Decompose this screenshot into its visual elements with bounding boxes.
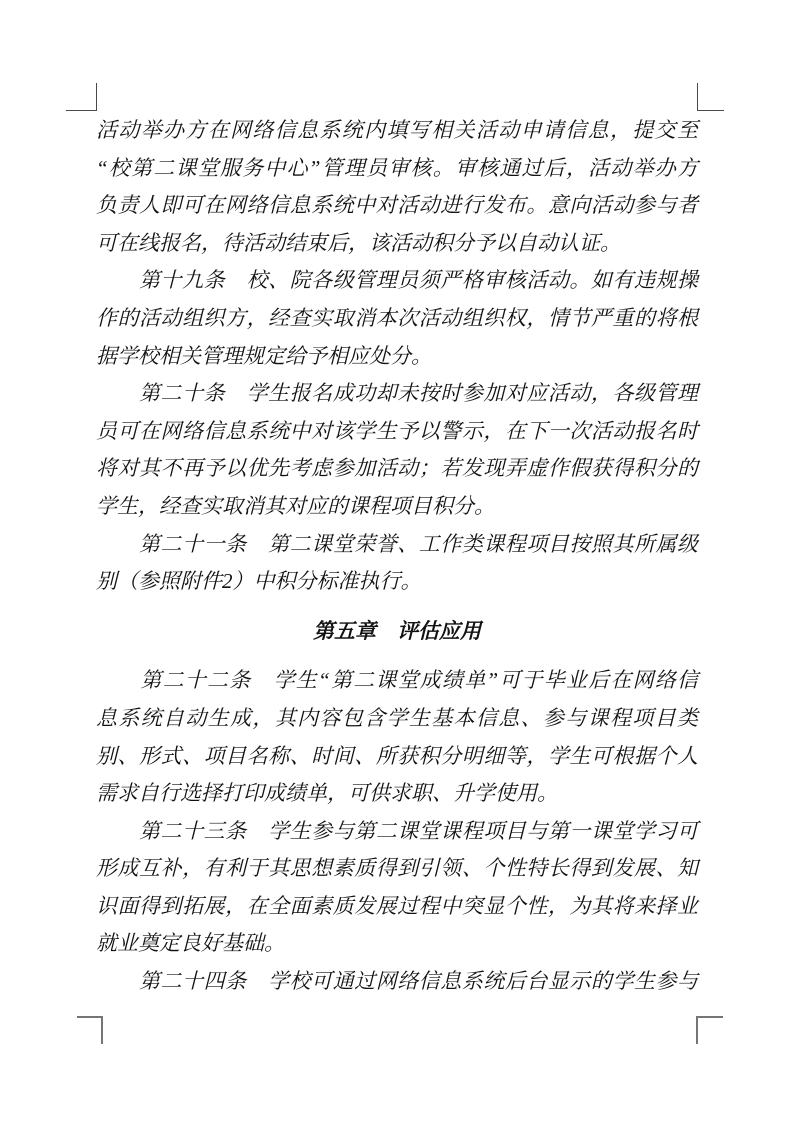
text-line: 学生，经查实取消其对应的课程项目积分。 bbox=[96, 493, 495, 518]
text-line: 员可在网络信息系统中对该学生予以警示，在下一次活动报名时 bbox=[96, 418, 698, 443]
text-line: 就业奠定良好基础。 bbox=[96, 931, 285, 956]
text-line: 负责人即可在网络信息系统中对活动进行发布。意向活动参与者 bbox=[96, 193, 698, 218]
text-line: 第二十二条 学生“第二课堂成绩单”可于毕业后在网络信 bbox=[96, 668, 698, 693]
text-line: 别（参照附件2）中积分标准执行。 bbox=[96, 569, 422, 594]
text-line: 第二十三条 学生参与第二课堂课程项目与第一课堂学习可 bbox=[96, 818, 698, 843]
text-line: 识面得到拓展，在全面素质发展过程中突显个性，为其将来择业 bbox=[96, 893, 698, 918]
text-line: 息系统自动生成，其内容包含学生基本信息、参与课程项目类 bbox=[96, 705, 698, 730]
text-line: 第二十条 学生报名成功却未按时参加对应活动，各级管理 bbox=[96, 381, 698, 406]
text-line: 活动举办方在网络信息系统内填写相关活动申请信息，提交至 bbox=[96, 118, 698, 142]
crop-mark-top-left bbox=[66, 83, 97, 111]
chapter-heading: 第五章 评估应用 bbox=[313, 618, 481, 643]
text-line: 需求自行选择打印成绩单，可供求职、升学使用。 bbox=[96, 781, 558, 806]
crop-mark-bottom-left bbox=[77, 1016, 103, 1044]
text-line: 据学校相关管理规定给予相应处分。 bbox=[96, 343, 432, 368]
text-line: 形成互补，有利于其思想素质得到引领、个性特长得到发展、知 bbox=[96, 856, 698, 881]
text-line: 可在线报名，待活动结束后，该活动积分予以自动认证。 bbox=[96, 230, 621, 255]
text-line: 第二十一条 第二课堂荣誉、工作类课程项目按照其所属级 bbox=[96, 531, 698, 556]
text-line: 别、形式、项目名称、时间、所获积分明细等，学生可根据个人 bbox=[96, 743, 698, 768]
text-line: 第二十四条 学校可通过网络信息系统后台显示的学生参与 bbox=[96, 969, 698, 994]
text-line: 作的活动组织方，经查实取消本次活动组织权，情节严重的将根 bbox=[96, 305, 698, 330]
crop-mark-bottom-right bbox=[696, 1016, 723, 1044]
document-body bbox=[96, 112, 698, 1001]
text-line: 将对其不再予以优先考虑参加活动；若发现弄虚作假获得积分的 bbox=[96, 456, 698, 481]
text-line: “校第二课堂服务中心”管理员审核。审核通过后，活动举办方 bbox=[96, 155, 698, 180]
crop-mark-top-right bbox=[697, 83, 724, 111]
text-line: 第十九条 校、院各级管理员须严格审核活动。如有违规操 bbox=[96, 268, 698, 293]
